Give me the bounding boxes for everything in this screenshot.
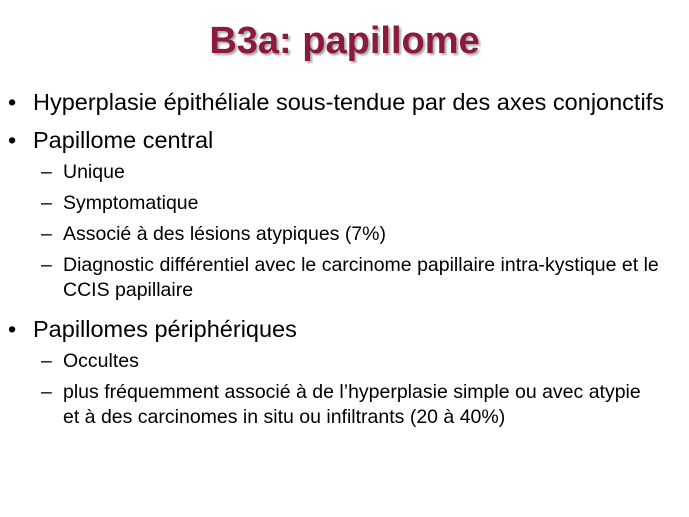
sub-item [0, 349, 689, 374]
sub-item-text: plus fréquemment associé à de l’hyperplasie simple ou avec atypie et à des carcinomes in situ ou infiltrants (20 à 40%) [63, 381, 641, 428]
bullet-item-1 [0, 88, 689, 116]
bullet-item-3 [0, 315, 689, 343]
sub-item-text: Symptomatique [63, 192, 199, 214]
dash-icon: – [41, 350, 52, 372]
dash-icon: – [41, 192, 52, 214]
slide-title: B3a: papillome [209, 20, 480, 62]
dash-icon: – [41, 223, 52, 245]
bullet-icon: • [8, 127, 17, 153]
sub-item [0, 380, 689, 430]
dash-icon: – [41, 381, 52, 403]
bullet-icon: • [8, 89, 17, 115]
sub-item [0, 191, 689, 216]
sub-item [0, 222, 689, 247]
sub-item [0, 160, 689, 185]
dash-icon: – [41, 161, 52, 183]
bullet-item-text: Papillome central [33, 127, 214, 153]
sub-item-text: Unique [63, 161, 125, 183]
dash-icon: – [41, 254, 52, 276]
sub-list-papillomes-peripheriques [0, 349, 689, 430]
sub-list-papillome-central [0, 160, 689, 303]
bullet-icon: • [8, 316, 17, 342]
bullet-item-text: Papillomes périphériques [33, 316, 297, 342]
bullet-item-2 [0, 126, 689, 154]
sub-item [0, 253, 689, 303]
sub-item-text: Diagnostic différentiel avec le carcinome papillaire intra-kystique et le CCIS papillaire [63, 254, 659, 301]
sub-item-text: Occultes [63, 350, 139, 372]
bullet-list [0, 88, 689, 442]
sub-item-text: Associé à des lésions atypiques (7%) [63, 223, 386, 245]
bullet-item-text: Hyperplasie épithéliale sous-tendue par des axes conjonctifs [33, 89, 664, 115]
